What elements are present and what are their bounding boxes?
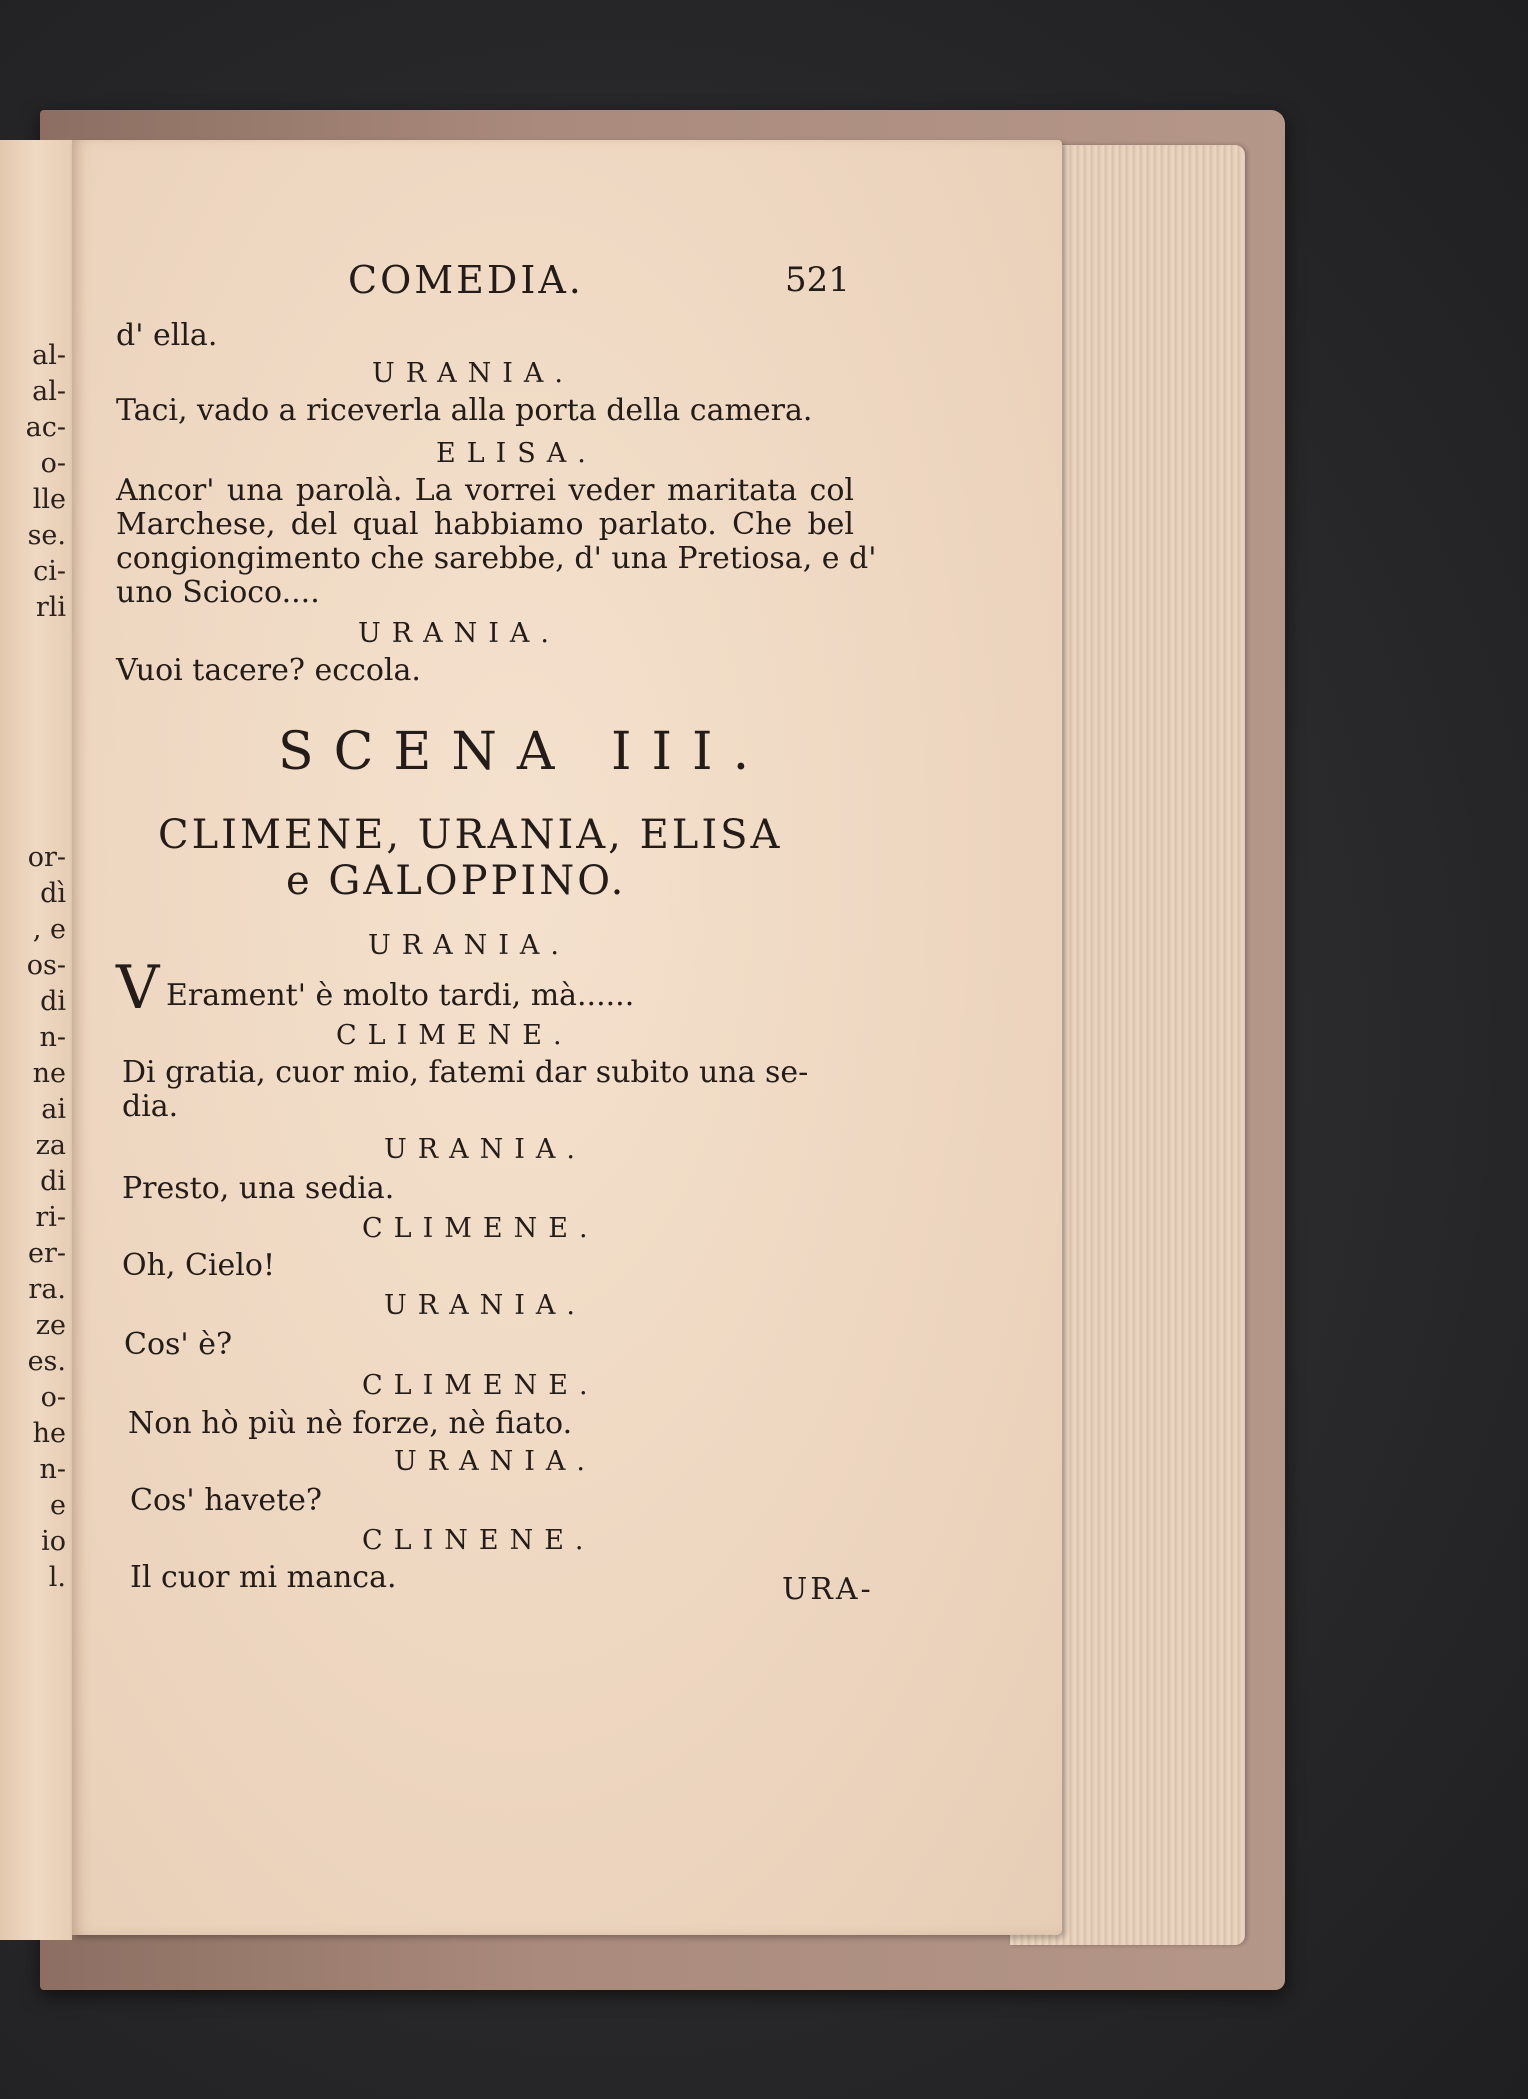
left-page — [0, 140, 72, 1940]
speaker-heading: CLIMENE. — [362, 1370, 599, 1401]
left-page-fragment: ai — [41, 1094, 66, 1125]
left-page-fragment: he — [32, 1418, 66, 1449]
left-page-fragment: o- — [40, 448, 66, 479]
left-page-fragment: za — [35, 1130, 66, 1161]
text-line: Il cuor mi manca. — [130, 1560, 397, 1595]
text-line: d' ella. — [116, 318, 218, 353]
left-page-fragment: e — [50, 1490, 66, 1521]
left-page-fragment: di — [40, 986, 66, 1017]
left-page-fragment: rli — [35, 592, 66, 623]
left-page-fragment: se. — [27, 520, 66, 551]
left-page-fragment: os- — [26, 950, 66, 981]
left-page-fragment: ci- — [33, 556, 66, 587]
left-page-fragment: or- — [27, 842, 66, 873]
speaker-heading: CLIMENE. — [362, 1213, 599, 1244]
text-line: Oh, Cielo! — [122, 1248, 276, 1283]
speaker-heading: URANIA. — [372, 358, 574, 389]
catchword: URA- — [782, 1572, 874, 1607]
text-line: Marchese, del qual habbiamo parlato. Che bel — [116, 507, 854, 542]
speaker-heading: ELISA. — [436, 438, 597, 469]
speaker-heading: URANIA. — [358, 618, 560, 649]
drop-initial: V — [116, 953, 160, 1023]
left-page-fragment: al- — [32, 340, 66, 371]
left-page-fragment: ne — [32, 1058, 66, 1089]
text-line: Cos' è? — [124, 1327, 233, 1362]
text-line: Taci, vado a riceverla alla porta della camera. — [116, 393, 813, 428]
text-line: Ancor' una parolà. La vorrei veder maritata col — [116, 473, 854, 508]
left-page-fragment: ri- — [35, 1202, 66, 1233]
running-head: COMEDIA. — [348, 258, 584, 302]
left-page-fragment: io — [41, 1526, 66, 1557]
text-line: Vuoi tacere? eccola. — [116, 653, 421, 688]
left-page-fragment: di — [40, 1166, 66, 1197]
left-page-fragment: es. — [27, 1346, 66, 1377]
text-line: uno Scioco.... — [116, 575, 320, 610]
speaker-heading: CLINENE. — [362, 1525, 595, 1556]
scene-heading: SCENA III. — [278, 722, 770, 782]
speaker-heading: URANIA. — [384, 1134, 586, 1165]
page-number: 521 — [785, 260, 850, 300]
text-line: Cos' havete? — [130, 1483, 322, 1518]
cast-list-line: e GALOPPINO. — [286, 858, 627, 904]
speaker-heading: URANIA. — [368, 930, 570, 961]
left-page-fragment: ze — [35, 1310, 66, 1341]
text-line: Non hò più nè forze, nè fiato. — [128, 1406, 573, 1441]
text-line: Di gratia, cuor mio, fatemi dar subito una se- — [122, 1055, 809, 1090]
left-page-fragment: dì — [40, 878, 66, 909]
left-page-fragment: n- — [39, 1022, 66, 1053]
left-page-fragment: lle — [32, 484, 66, 515]
text-line: dia. — [122, 1089, 179, 1124]
left-page-fragment: , e — [32, 914, 66, 945]
left-page-fragment: o- — [40, 1382, 66, 1413]
cast-list-line: CLIMENE, URANIA, ELISA — [158, 812, 783, 858]
speaker-heading: URANIA. — [384, 1290, 586, 1321]
text-line: congiongimento che sarebbe, d' una Pretiosa, e d' — [116, 541, 877, 576]
left-page-fragment: l. — [48, 1562, 66, 1593]
left-page-fragment: er- — [27, 1238, 66, 1269]
text-line: Erament' è molto tardi, mà...... — [166, 978, 635, 1013]
left-page-fragment: n- — [39, 1454, 66, 1485]
left-page-fragment: al- — [32, 376, 66, 407]
text-line: Presto, una sedia. — [122, 1171, 395, 1206]
speaker-heading: URANIA. — [394, 1446, 596, 1477]
main-page — [72, 140, 1062, 1935]
speaker-heading: CLIMENE. — [336, 1020, 573, 1051]
left-page-fragment: ra. — [28, 1274, 66, 1305]
left-page-fragment: ac- — [25, 412, 66, 443]
